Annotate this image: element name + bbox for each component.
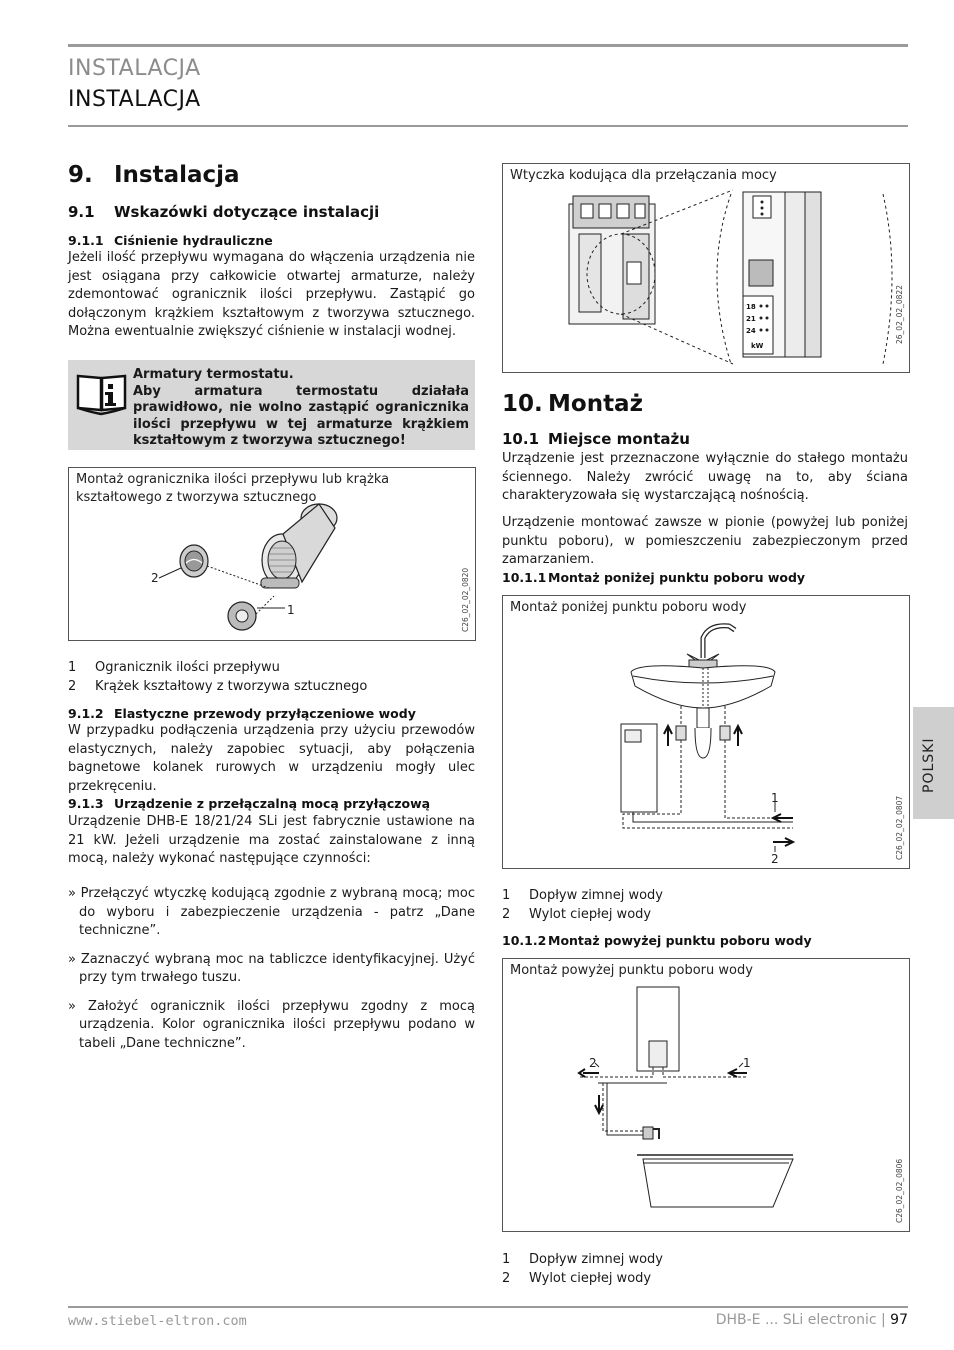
section-title: Wskazówki dotyczące instalacji [114,203,380,221]
above-tap-drawing [503,959,909,1231]
plug-21-label: 21 [746,315,756,323]
section-number: 9.1.2 [68,706,104,721]
flow-limiter-drawing [69,468,475,640]
section-number: 10.1.1 [502,570,547,585]
section-9-1-1-heading [68,233,273,248]
section-number: 9.1 [68,203,95,221]
legend-item: 2 Krążek kształtowy z tworzywa sztucznego [68,678,368,694]
info-book-icon [75,366,135,426]
header-title-light: INSTALACJA [68,56,201,81]
language-tab [913,707,954,819]
section-number: 10. [502,391,543,417]
label-2: 2 [589,1056,597,1070]
action-item: » Zaznaczyć wybraną moc na tabliczce identyfikacyjnej. Użyć przy tym trwałego tuszu. [68,951,475,985]
legend-item: 1 Ogranicznik ilości przepływu [68,660,280,675]
section-title: Instalacja [114,162,240,188]
label-1: 1 [771,791,779,805]
legend-item: 1 Dopływ zimnej wody [502,1252,663,1267]
figure-id: C26_02_02_0807 [895,795,904,860]
section-number: 9. [68,162,93,188]
legend-fig1 [68,659,367,696]
figure-caption: Montaż poniżej punktu poboru wody [510,600,747,615]
figure-coding-plug [502,163,910,373]
section-number: 10.1.2 [502,933,547,948]
section-title: Urządzenie z przełączalną mocą przyłączową [114,796,431,811]
header-top-rule [68,44,908,47]
header-bottom-rule [68,125,908,127]
section-title: Miejsce montażu [548,430,690,448]
section-10-1-1-heading [502,570,805,585]
language-tab-label: POLSKI [921,737,937,793]
section-9-1-3-heading [68,796,430,811]
note-text [133,367,469,450]
figure-id: 26_02_02_0822 [895,285,904,344]
section-number: 9.1.1 [68,233,104,248]
note-line1: Armatury termostatu. [133,367,294,382]
action-item: » Założyć ogranicznik ilości przepływu zgodny z mocą urządzenia. Kolor ogranicznika ilości przepływu podano w tabeli „Dane techniczne”. [68,998,475,1051]
plug-24-label: 24 [746,327,756,335]
section-10-1-2-heading [502,933,812,948]
note-body: Aby armatura termostatu działała prawidłowo, nie wolno zastąpić ogranicznika ilości przepływu w tej armaturze krążkiem kształtowym z tworzywa sztucznego! [133,383,469,448]
figure-caption: Wtyczka kodująca dla przełączania mocy [510,168,777,183]
footer-url[interactable]: www.stiebel-eltron.com [68,1313,247,1329]
legend-item: 1 Dopływ zimnej wody [502,888,663,903]
figure-caption: Montaż powyżej punktu poboru wody [510,963,753,978]
label-1: 1 [743,1056,751,1070]
section-9-1-2-heading [68,706,416,721]
section-number: 10.1 [502,430,540,448]
section-10-heading [502,391,643,417]
section-title: Montaż [548,391,643,417]
label-1: 1 [287,603,295,617]
section-9-1-2-text: W przypadku podłączenia urządzenia przy użyciu przewodów elastycznych, należy zapobiec sytuacji, aby połączenia bagnetowe kolanek rurowych w urządzeniu mogły ulec przekręceniu. [68,723,475,794]
label-2: 2 [151,571,159,585]
figure-caption: Montaż ogranicznika ilości przepływu lub krążka kształtowego z tworzywa sztucznego [76,472,390,505]
figure-flow-limiter [68,467,476,641]
plug-18-label: 18 [746,303,756,311]
section-9-1-1-text: Jeżeli ilość przepływu wymagana do włączenia urządzenia nie jest osiągana przy całkowicie otwartej armaturze, należy zdemontować ogranicznik ilości przepływu. Zastąpić go dołączonym krążkiem kształtowym z tworzywa sztucznego. Można ewentualnie zwiększyć ciśnienie w instalacji wodnej. [68,250,475,339]
footer-product-name: DHB-E ... SLi electronic | [715,1312,886,1328]
below-tap-drawing [503,596,909,868]
coding-plug-drawing [503,164,909,372]
section-9-heading [68,162,240,188]
section-title: Montaż poniżej punktu poboru wody [548,570,806,585]
figure-id: C26_02_02_0806 [895,1158,904,1223]
action-item: » Przełączyć wtyczkę kodującą zgodnie z wybraną mocą; moc do wyboru i zabezpieczenie urządzenia - patrz „Dane techniczne”. [68,886,475,938]
section-10-1-text2: Urządzenie montować zawsze w pionie (powyżej lub poniżej punktu poboru), w pomieszczeniu zabezpieczonym przed zamarzaniem. [502,515,908,567]
section-title: Montaż powyżej punktu poboru wody [548,933,812,948]
action-list [68,885,475,1053]
figure-below-tap [502,595,910,869]
label-2: 2 [771,852,779,866]
page-number: 97 [890,1312,908,1328]
section-9-1-3-text: Urządzenie DHB-E 18/21/24 SLi jest fabrycznie ustawione na 21 kW. Jeżeli urządzenie ma zostać zainstalowane z inną mocą, należy wykonać następujące czynności: [68,814,475,866]
plug-kw-label: kW [751,342,764,350]
section-title: Ciśnienie hydrauliczne [114,233,273,248]
section-10-1-text1: Urządzenie jest przeznaczone wyłącznie do stałego montażu ściennego. Należy zwrócić uwagę na to, aby ściana charakteryzowała się wystarczającą nośnością. [502,451,908,503]
note-box [68,360,475,450]
figure-above-tap [502,958,910,1232]
legend-fig3 [502,887,663,924]
footer-rule [68,1306,908,1308]
figure-id: C26_02_02_0820 [461,567,470,632]
legend-fig4 [502,1251,663,1288]
legend-item: 2 Wylot ciepłej wody [502,1270,652,1286]
section-number: 9.1.3 [68,796,104,811]
section-title: Elastyczne przewody przyłączeniowe wody [114,706,416,721]
header-title-dark: INSTALACJA [68,87,201,112]
legend-item: 2 Wylot ciepłej wody [502,906,652,922]
footer-product [716,1312,908,1328]
section-10-1-heading [502,430,690,448]
section-9-1-heading [68,203,379,221]
